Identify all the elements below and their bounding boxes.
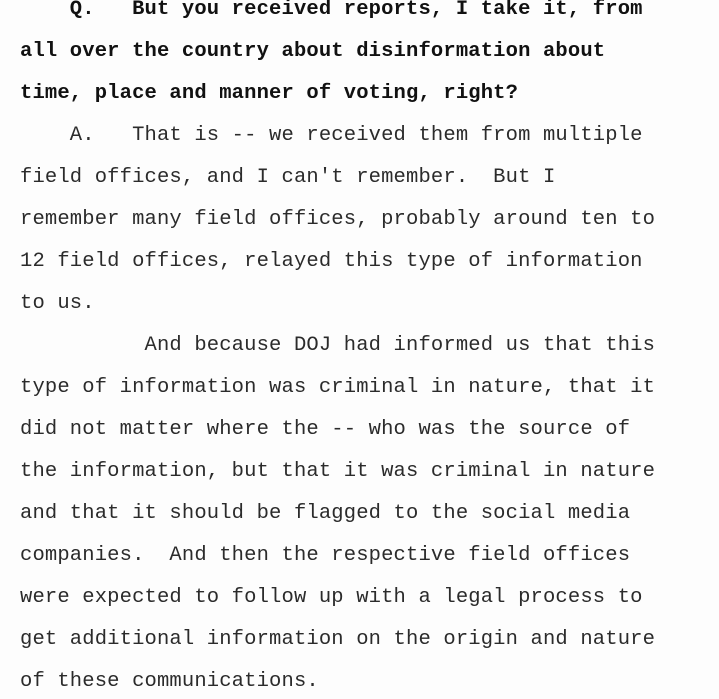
question-line-2: all over the country about disinformation about — [20, 40, 606, 63]
answer-line-10: and that it should be flagged to the social media — [20, 502, 631, 525]
question-line-1: Q. But you received reports, I take it, from — [20, 0, 643, 21]
answer-line-11: companies. And then the respective field offices — [20, 544, 631, 567]
answer-line-12: were expected to follow up with a legal process to — [20, 586, 643, 609]
answer-line-3: remember many field offices, probably around ten to — [20, 208, 656, 231]
answer-line-2: field offices, and I can't remember. But I — [20, 166, 556, 189]
answer-line-13: get additional information on the origin and nature — [20, 628, 656, 651]
question-line-3: time, place and manner of voting, right? — [20, 82, 519, 105]
answer-line-1: A. That is -- we received them from multiple — [20, 124, 643, 147]
answer-line-8: did not matter where the -- who was the source of — [20, 418, 631, 441]
answer-line-14: of these communications. — [20, 670, 319, 693]
answer-line-5: to us. — [20, 292, 95, 315]
answer-line-7: type of information was criminal in nature, that it — [20, 376, 656, 399]
answer-line-4: 12 field offices, relayed this type of information — [20, 250, 643, 273]
answer-line-9: the information, but that it was criminal in nature — [20, 460, 656, 483]
answer-line-6: And because DOJ had informed us that this — [20, 334, 656, 357]
